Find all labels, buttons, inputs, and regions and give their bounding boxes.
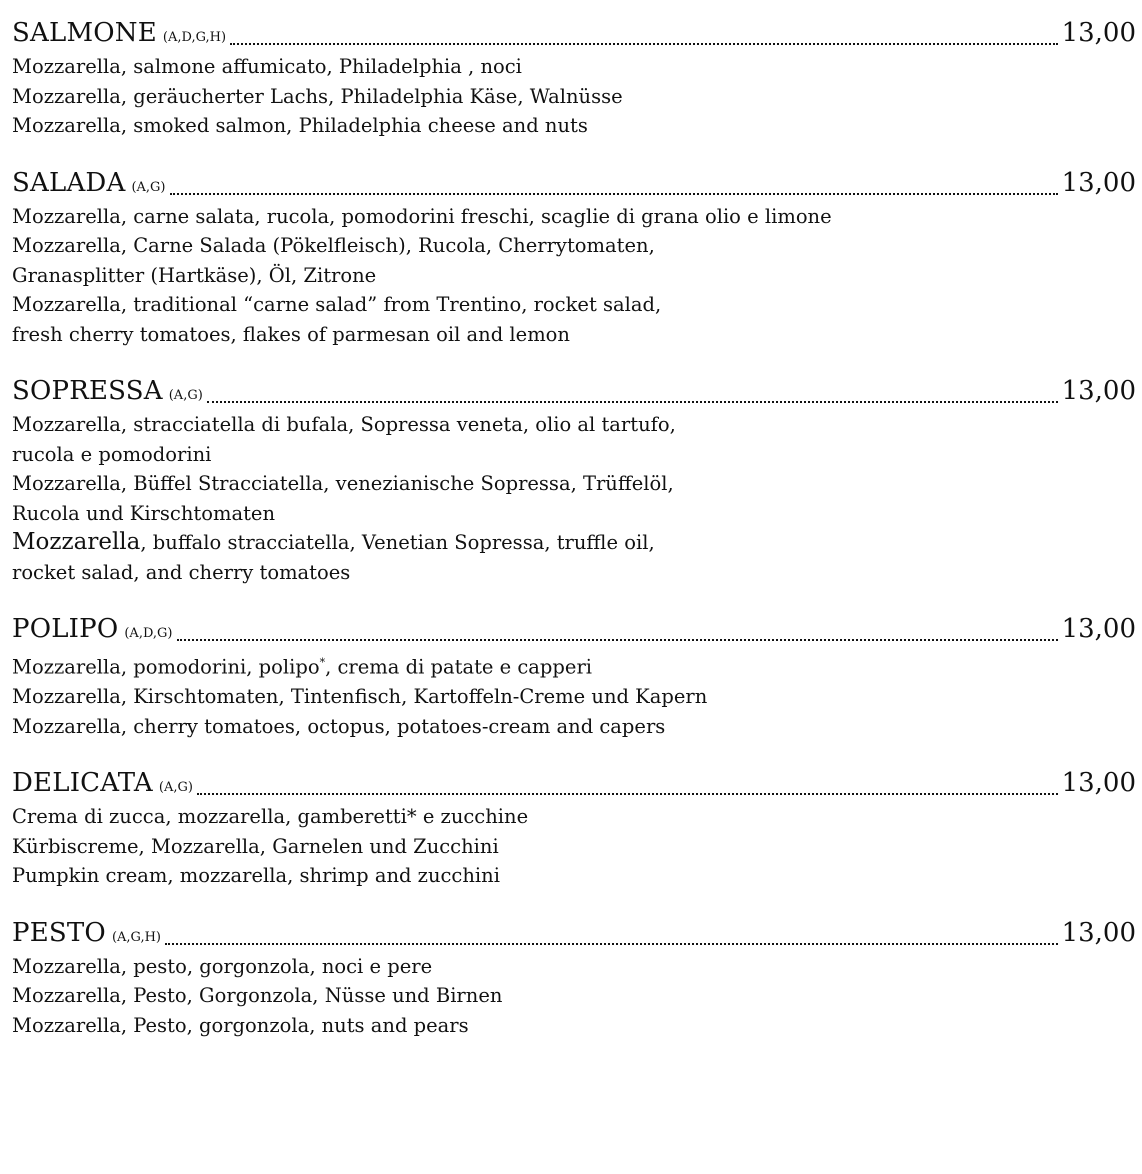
description-line: Mozzarella, traditional “carne salad” from Trentino, rocket salad, xyxy=(12,293,662,316)
description-line: Mozzarella, Pesto, Gorgonzola, Nüsse und Birnen xyxy=(12,984,503,1007)
description-line xyxy=(12,648,1136,682)
item-allergens: (A,G) xyxy=(158,780,193,795)
item-name: SALADA xyxy=(12,167,126,198)
description-line: Mozzarella, Kirschtomaten, Tintenfisch, Kartoffeln-Creme und Kapern xyxy=(12,685,708,708)
item-price: 13,00 xyxy=(1061,376,1136,406)
description-line xyxy=(12,528,1136,558)
description-emphasis: Mozzarella xyxy=(12,529,141,555)
item-header xyxy=(12,14,1136,52)
item-price: 13,00 xyxy=(1061,167,1136,198)
dot-leader xyxy=(177,639,1058,641)
description-line: Granasplitter (Hartkäse), Öl, Zitrone xyxy=(12,263,377,287)
menu-item-pesto xyxy=(12,914,1136,1041)
description-line: Mozzarella, Büffel Stracciatella, venezianische Sopressa, Trüffelöl, xyxy=(12,472,674,495)
item-description xyxy=(12,202,1136,350)
description-line: rucola e pomodorini xyxy=(12,442,212,466)
description-line: Mozzarella, smoked salmon, Philadelphia cheese and nuts xyxy=(12,114,588,137)
item-header xyxy=(12,610,1136,648)
item-price: 13,00 xyxy=(1061,18,1136,48)
dot-leader xyxy=(207,401,1058,403)
item-price: 13,00 xyxy=(1061,614,1136,644)
description-fragment: , crema di patate e capperi xyxy=(325,655,592,679)
description-line: Crema di zucca, mozzarella, gamberetti* e zucchine xyxy=(12,805,529,828)
description-line: Mozzarella, pesto, gorgonzola, noci e pere xyxy=(12,954,433,978)
description-line: Mozzarella, Pesto, gorgonzola, nuts and pears xyxy=(12,1013,469,1037)
description-line: Kürbiscreme, Mozzarella, Garnelen und Zucchini xyxy=(12,834,499,858)
menu-item-sopressa xyxy=(12,372,1136,587)
item-name: SALMONE xyxy=(12,18,157,48)
item-price: 13,00 xyxy=(1061,917,1136,948)
frozen-marker: * xyxy=(319,656,326,669)
item-name: PESTO xyxy=(12,917,106,948)
menu-item-delicata xyxy=(12,764,1136,891)
description-line: Mozzarella, stracciatella di bufala, Sopressa veneta, olio al tartufo, xyxy=(12,413,676,436)
item-allergens: (A,G) xyxy=(168,388,203,403)
description-line: Mozzarella, salmone affumicato, Philadelphia , noci xyxy=(12,55,522,78)
item-description xyxy=(12,648,1136,741)
description-line: rocket salad, and cherry tomatoes xyxy=(12,560,351,584)
description-fragment: Mozzarella, pomodorini, polipo xyxy=(12,655,320,679)
description-line: Mozzarella, carne salata, rucola, pomodorini freschi, scaglie di grana olio e limone xyxy=(12,204,832,228)
item-description xyxy=(12,410,1136,587)
item-header xyxy=(12,372,1136,410)
item-name: POLIPO xyxy=(12,614,119,644)
item-allergens: (A,D,G,H) xyxy=(162,30,227,45)
description-line: Mozzarella, geräucherter Lachs, Philadelphia Käse, Walnüsse xyxy=(12,84,623,108)
description-line: Pumpkin cream, mozzarella, shrimp and zucchini xyxy=(12,864,500,887)
item-description xyxy=(12,952,1136,1041)
menu-item-salada xyxy=(12,164,1136,350)
description-line: Rucola und Kirschtomaten xyxy=(12,501,276,525)
item-allergens: (A,G) xyxy=(131,179,166,195)
item-header xyxy=(12,764,1136,802)
description-line: fresh cherry tomatoes, flakes of parmesan oil and lemon xyxy=(12,322,570,346)
description-line: Mozzarella, Carne Salada (Pökelfleisch), Rucola, Cherrytomaten, xyxy=(12,234,655,257)
dot-leader xyxy=(230,43,1057,45)
item-header xyxy=(12,164,1136,202)
menu-item-salmone xyxy=(12,14,1136,141)
item-name: SOPRESSA xyxy=(12,376,163,406)
item-price: 13,00 xyxy=(1061,768,1136,798)
dot-leader xyxy=(197,793,1058,795)
dot-leader xyxy=(165,943,1058,945)
item-header xyxy=(12,914,1136,952)
item-description xyxy=(12,802,1136,891)
item-description xyxy=(12,52,1136,141)
pizza-menu xyxy=(12,14,1136,1063)
description-fragment: , buffalo stracciatella, Venetian Sopressa, truffle oil, xyxy=(140,531,655,554)
dot-leader xyxy=(170,193,1058,195)
item-allergens: (A,G,H) xyxy=(111,929,162,945)
item-name: DELICATA xyxy=(12,768,153,798)
menu-item-polipo xyxy=(12,610,1136,741)
item-allergens: (A,D,G) xyxy=(124,626,173,641)
description-line: Mozzarella, cherry tomatoes, octopus, potatoes-cream and capers xyxy=(12,714,666,738)
